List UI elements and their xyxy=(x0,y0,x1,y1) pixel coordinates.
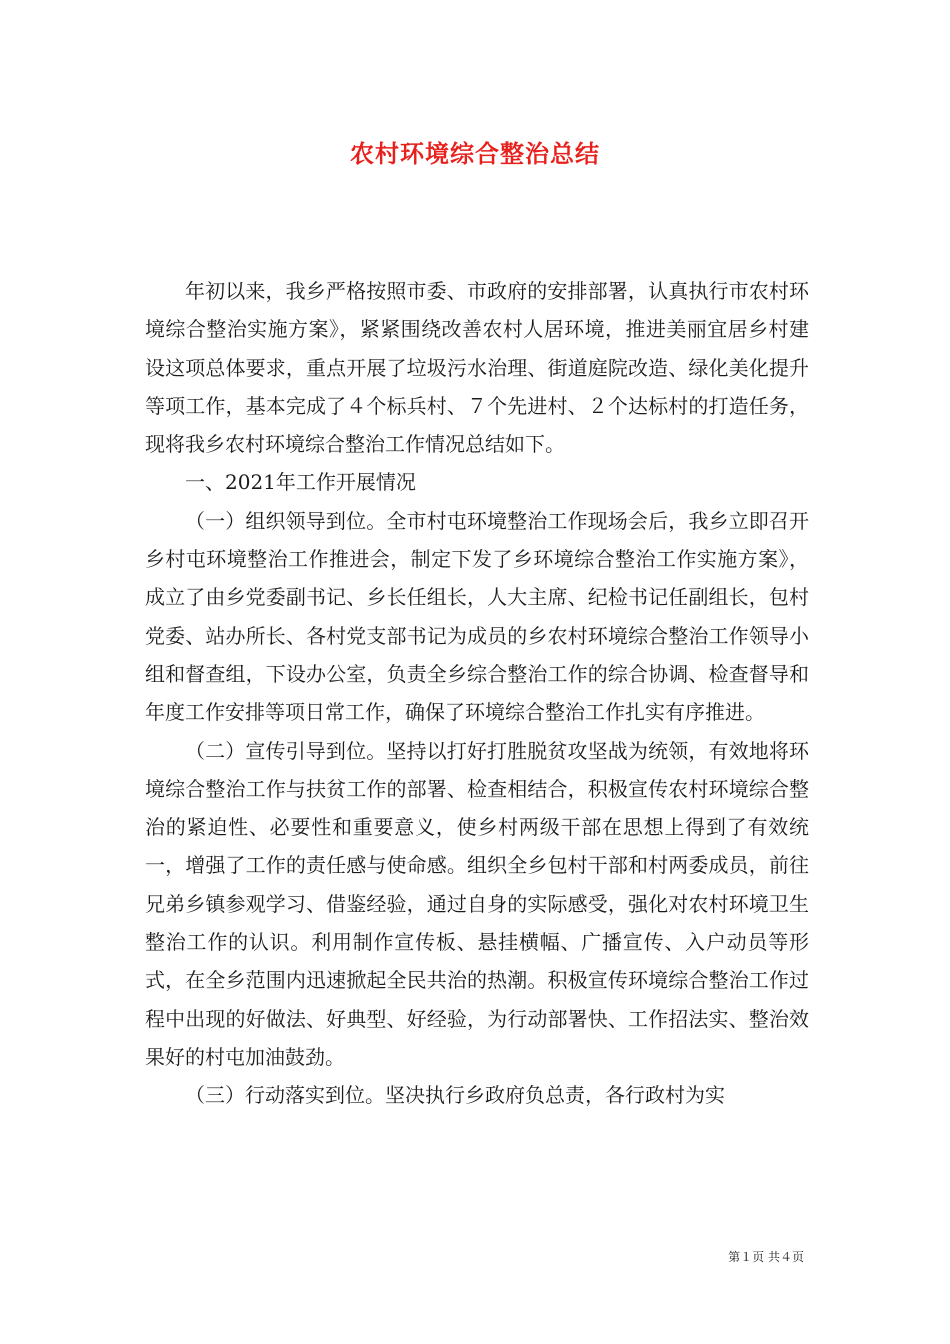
paragraph-intro: 年初以来，我乡严格按照市委、市政府的安排部署，认真执行市农村环境综合整治实施方案》，紧紧围绕改善农村人居环境，推进美丽宜居乡村建设这项总体要求，重点开展了垃圾污水治理、街道庭院改造、绿化美化提升等项工作，基本完成了４个标兵村、７个先进村、２个达标村的打造任务，现将我乡农村环境综合整治工作情况总结如下。 xyxy=(145,279,809,457)
document-body xyxy=(145,272,809,1115)
page-number: 第１页 共４页 xyxy=(728,1250,804,1264)
document-title: 农村环境综合整治总结 xyxy=(350,139,600,168)
paragraph-publicity: （二）宣传引导到位。坚持以打好打胜脱贫攻坚战为统领，有效地将环境综合整治工作与扶贫工作的部署、检查相结合，积极宣传农村环境综合整治的紧迫性、必要性和重要意义，使乡村两级干部在思想上得到了有效统一，增强了工作的责任感与使命感。组织全乡包村干部和村两委成员，前往兄弟乡镇参观学习、借鉴经验，通过自身的实际感受，强化对农村环境卫生整治工作的认识。利用制作宣传板、悬挂横幅、广播宣传、入户动员等形式，在全乡范围内迅速掀起全民共治的热潮。积极宣传环境综合整治工作过程中出现的好做法、好典型、好经验，为行动部署快、工作招法实、整治效果好的村屯加油鼓劲。 xyxy=(145,738,809,1069)
section-heading-2021: 一、2021年工作开展情况 xyxy=(185,470,416,495)
paragraph-organization: （一）组织领导到位。全市村屯环境整治工作现场会后，我乡立即召开乡村屯环境整治工作推进会，制定下发了乡环境综合整治工作实施方案》，成立了由乡党委副书记、乡长任组长，人大主席、纪检书记任副组长，包村党委、站办所长、各村党支部书记为成员的乡农村环境综合整治工作领导小组和督查组，下设办公室，负责全乡综合整治工作的综合协调、检查督导和年度工作安排等项日常工作，确保了环境综合整治工作扎实有序推进。 xyxy=(145,508,809,725)
paragraph-action: （三）行动落实到位。坚决执行乡政府负总责，各行政村为实 xyxy=(185,1083,725,1108)
